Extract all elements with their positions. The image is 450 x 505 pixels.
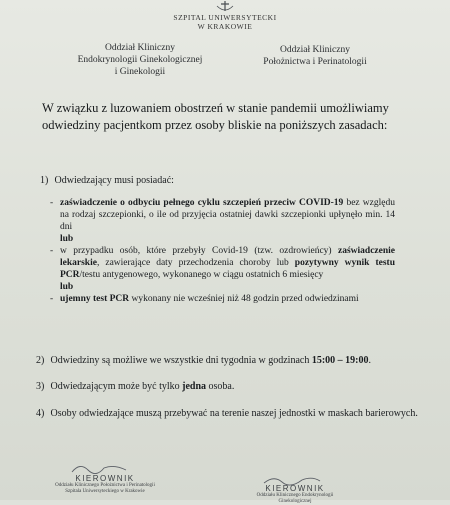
stamp-right: KIEROWNIK Oddziału Klinicznego Endokrynologii Ginekologicznej [256, 484, 334, 504]
hospital-city: W KRAKOWIE [197, 22, 253, 31]
or-label: lub [60, 282, 74, 292]
or-label: lub [60, 234, 74, 244]
requirement-pcr: - ujemny test PCR wykonany nie wcześniej niż 48 godzin przed odwiedzinami [50, 294, 359, 304]
hospital-logo-icon [214, 0, 236, 12]
requirement-vaccination: - zaświadczenie o odbyciu pełnego cyklu szczepień przeciw COVID-19 bez względu na rodzaj szczepionki, o ile od przyjęcia ostatniej dawki szczepionki upłynęło min. 14 dni [50, 198, 395, 232]
point-1: 1) Odwiedzający musi posiadać: [40, 175, 174, 186]
requirement-recovered: - w przypadku osób, które przebyły Covid-19 (tzw. ozdrowieńcy) zaświadczenie lekarskie, zawierające daty przechodzenia choroby lub pozytywny wynik testu PCR/testu antygenowego, wykonanego w ciągu ostatnich 6 miesięcy [50, 246, 396, 280]
point-3: 3) Odwiedzającym może być tylko jedna osoba. [36, 381, 235, 392]
requirements-list [50, 197, 395, 305]
department-left: Oddział Kliniczny Endokrynologii Ginekologicznej i Ginekologii [77, 43, 203, 77]
point-4: 4) Osoby odwiedzające muszą przebywać na terenie naszej jednostki w maskach barierowych. [36, 408, 418, 419]
stamp-left: KIEROWNIK Oddziału Klinicznego Położnictwa i Perinatologii Szpitala Uniwersyteckiego w Krakowie [55, 474, 155, 494]
department-right: Oddział Kliniczny Położnictwa i Perinatologii [263, 45, 367, 67]
point-2: 2) Odwiedziny są możliwe we wszystkie dni tygodnia w godzinach 15:00 – 19:00. [36, 355, 371, 366]
intro-paragraph: W związku z luzowaniem obostrzeń w stanie pandemii umożliwiamy odwiedziny pacjentkom przez osoby bliskie na poniższych zasadach: [42, 101, 389, 132]
hospital-name: SZPITAL UNIWERSYTECKI [173, 13, 277, 22]
